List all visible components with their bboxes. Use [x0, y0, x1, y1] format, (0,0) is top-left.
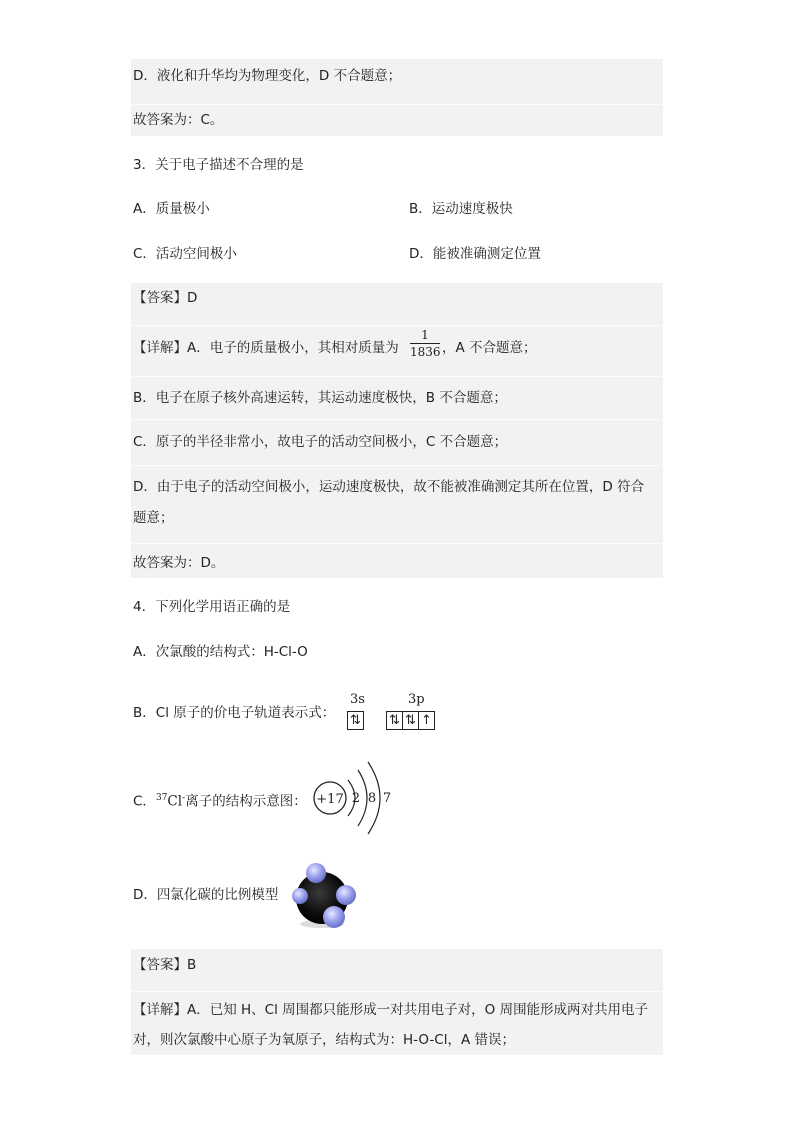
space-filling-model-image: [286, 860, 358, 932]
q4-option-b: B．Cl 原子的价电子轨道表示式：: [133, 705, 336, 721]
q3-detail-a-pre: 【详解】A．电子的质量极小，其相对质量为: [133, 340, 399, 356]
q3-final-answer: 故答案为：D。: [133, 555, 225, 571]
q3-option-b: B．运动速度极快: [409, 201, 513, 217]
orbital-box-3p-3: ↑: [418, 711, 435, 730]
chlorine-atom-right: [336, 885, 356, 905]
shell-2-electrons: 8: [367, 791, 377, 806]
q3-detail-a-post: ，A 不合题意；: [442, 340, 537, 356]
q2-final-answer: 故答案为：C。: [133, 112, 224, 128]
orbital-box-3p-1: ⇅: [386, 711, 403, 730]
shell-1-electrons: 2: [351, 791, 361, 806]
q3-detail-b: B．电子在原子核外高速运转，其运动速度极快，B 不合题意；: [133, 390, 507, 406]
q4-answer: 【答案】B: [133, 957, 197, 973]
orbital-box-3p-2: ⇅: [402, 711, 419, 730]
orbital-label-3p: 3p: [408, 692, 425, 707]
shell-3-electrons: 7: [382, 791, 392, 806]
fraction-denominator: 1836: [410, 345, 441, 359]
option-c-text: 离子的结构示意图：: [185, 793, 307, 810]
q4-detail-line2: 对，则次氯酸中心原子为氧原子，结构式为：H-O-Cl，A 错误；: [133, 1032, 515, 1048]
nucleus-charge: +17: [316, 792, 344, 807]
chlorine-atom-bottom: [323, 906, 345, 928]
q3-detail-d-line1: D．由于电子的活动空间极小，运动速度极快，故不能被准确测定其所在位置，D 符合: [133, 479, 645, 495]
orbital-box-3s: ⇅: [347, 711, 364, 730]
ion-structure-diagram: [310, 758, 400, 838]
q4-option-a: A．次氯酸的结构式：H-Cl-O: [133, 644, 308, 660]
q3-detail-c: C．原子的半径非常小，故电子的活动空间极小，C 不合题意；: [133, 434, 508, 450]
fraction-numerator: 1: [421, 328, 429, 342]
q3-option-a: A．质量极小: [133, 201, 210, 217]
q3-stem: 3．关于电子描述不合理的是: [133, 157, 304, 173]
q3-option-c: C．活动空间极小: [133, 246, 237, 262]
q4-stem: 4．下列化学用语正确的是: [133, 599, 291, 615]
chlorine-atom-left: [292, 888, 308, 904]
chlorine-atom-top: [306, 863, 326, 883]
ion-symbol: Cl: [167, 793, 183, 810]
q3-detail-d-line2: 题意；: [133, 510, 174, 526]
q3-answer: 【答案】D: [133, 290, 198, 306]
ion-charge: -: [182, 793, 186, 803]
q4-option-c: [133, 788, 307, 812]
orbital-label-3s: 3s: [350, 692, 365, 707]
fraction-bar: [410, 343, 440, 344]
q2-detail-d: D．液化和升华均为物理变化，D 不合题意；: [133, 68, 402, 84]
mass-number: 37: [155, 793, 168, 803]
option-c-prefix: C．: [133, 793, 156, 810]
fraction-1-1836: [410, 328, 440, 359]
q4-detail-line1: 【详解】A．已知 H、Cl 周围都只能形成一对共用电子对，O 周围能形成两对共用电子: [133, 1002, 649, 1018]
q4-option-d: D．四氯化碳的比例模型: [133, 887, 279, 903]
answer-block-q3: [131, 283, 663, 578]
q3-option-d: D．能被准确测定位置: [409, 246, 541, 262]
